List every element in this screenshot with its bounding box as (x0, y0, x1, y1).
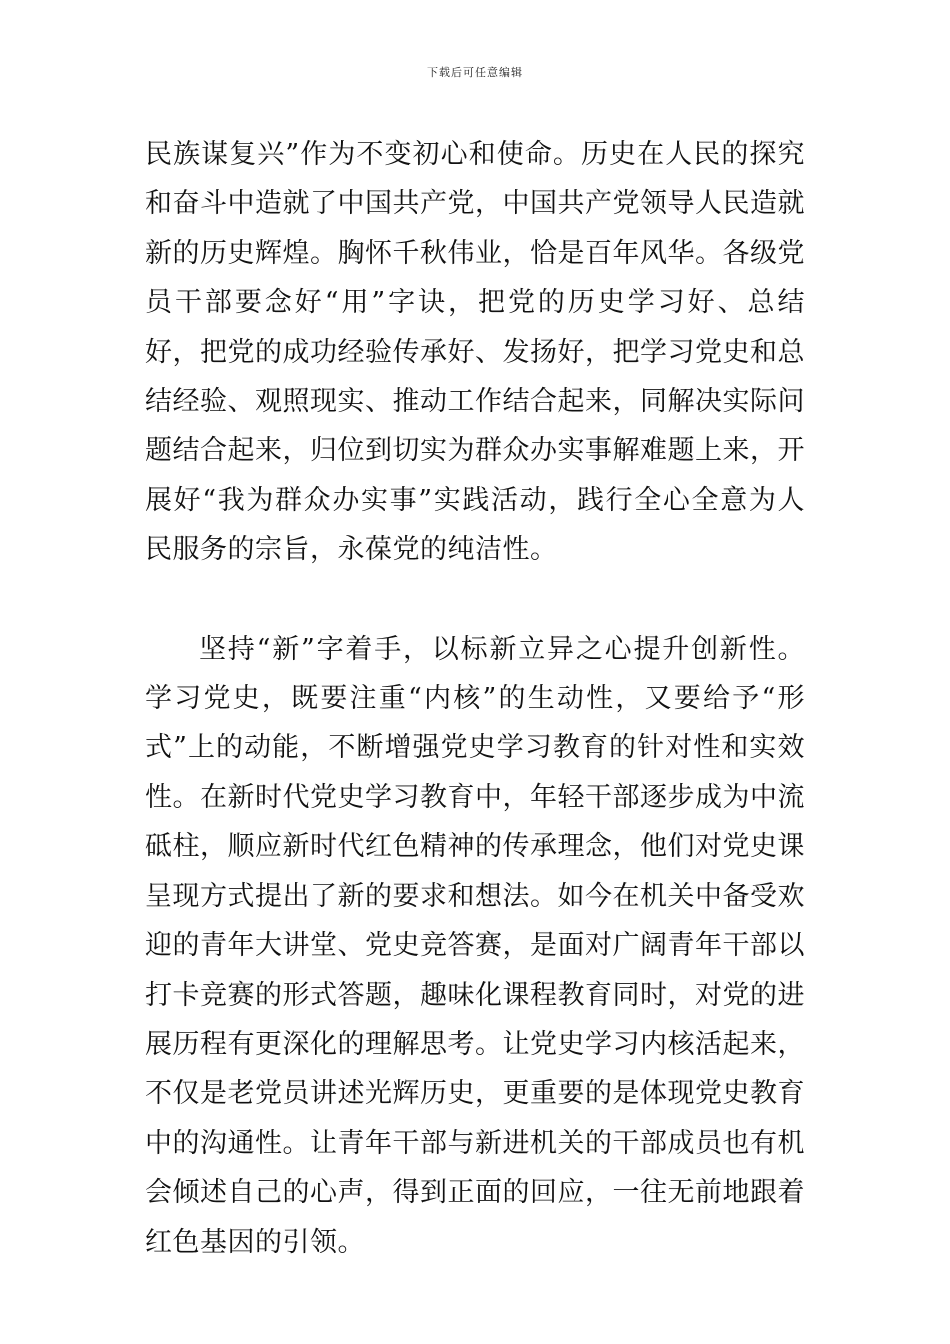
paragraph-innovation: 坚持“新”字着手，以标新立异之心提升创新性。学习党史，既要注重“内核”的生动性，又要给予“形式”上的动能，不断增强党史学习教育的针对性和实效性。在新时代党史学习教育中，年轻干部逐步成为中流砥柱，顺应新时代红色精神的传承理念，他们对党史课呈现方式提出了新的要求和想法。如今在机关中备受欢迎的青年大讲堂、党史竞答赛，是面对广阔青年干部以打卡竞赛的形式答题，趣味化课程教育同时，对党的进展历程有更深化的理解思考。让党史学习内核活起来，不仅是老党员讲述光辉历史，更重要的是体现党史教育中的沟通性。让青年干部与新进机关的干部成员也有机会倾述自己的心声，得到正面的回应，一往无前地跟着红色基因的引领。 (145, 633, 805, 1258)
paragraph-continued: 民族谋复兴”作为不变初心和使命。历史在人民的探究和奋斗中造就了中国共产党，中国共产党领导人民造就新的历史辉煌。胸怀千秋伟业，恰是百年风华。各级党员干部要念好“用”字诀，把党的历史学习好、总结好，把党的成功经验传承好、发扬好，把学习党史和总结经验、观照现实、推动工作结合起来，同解决实际问题结合起来，归位到切实为群众办实事解难题上来，开展好“我为群众办实事”实践活动，践行全心全意为人民服务的宗旨，永葆党的纯洁性。 (145, 139, 805, 566)
document-body (145, 130, 805, 1267)
header-note: 下载后可任意编辑 (427, 66, 523, 79)
